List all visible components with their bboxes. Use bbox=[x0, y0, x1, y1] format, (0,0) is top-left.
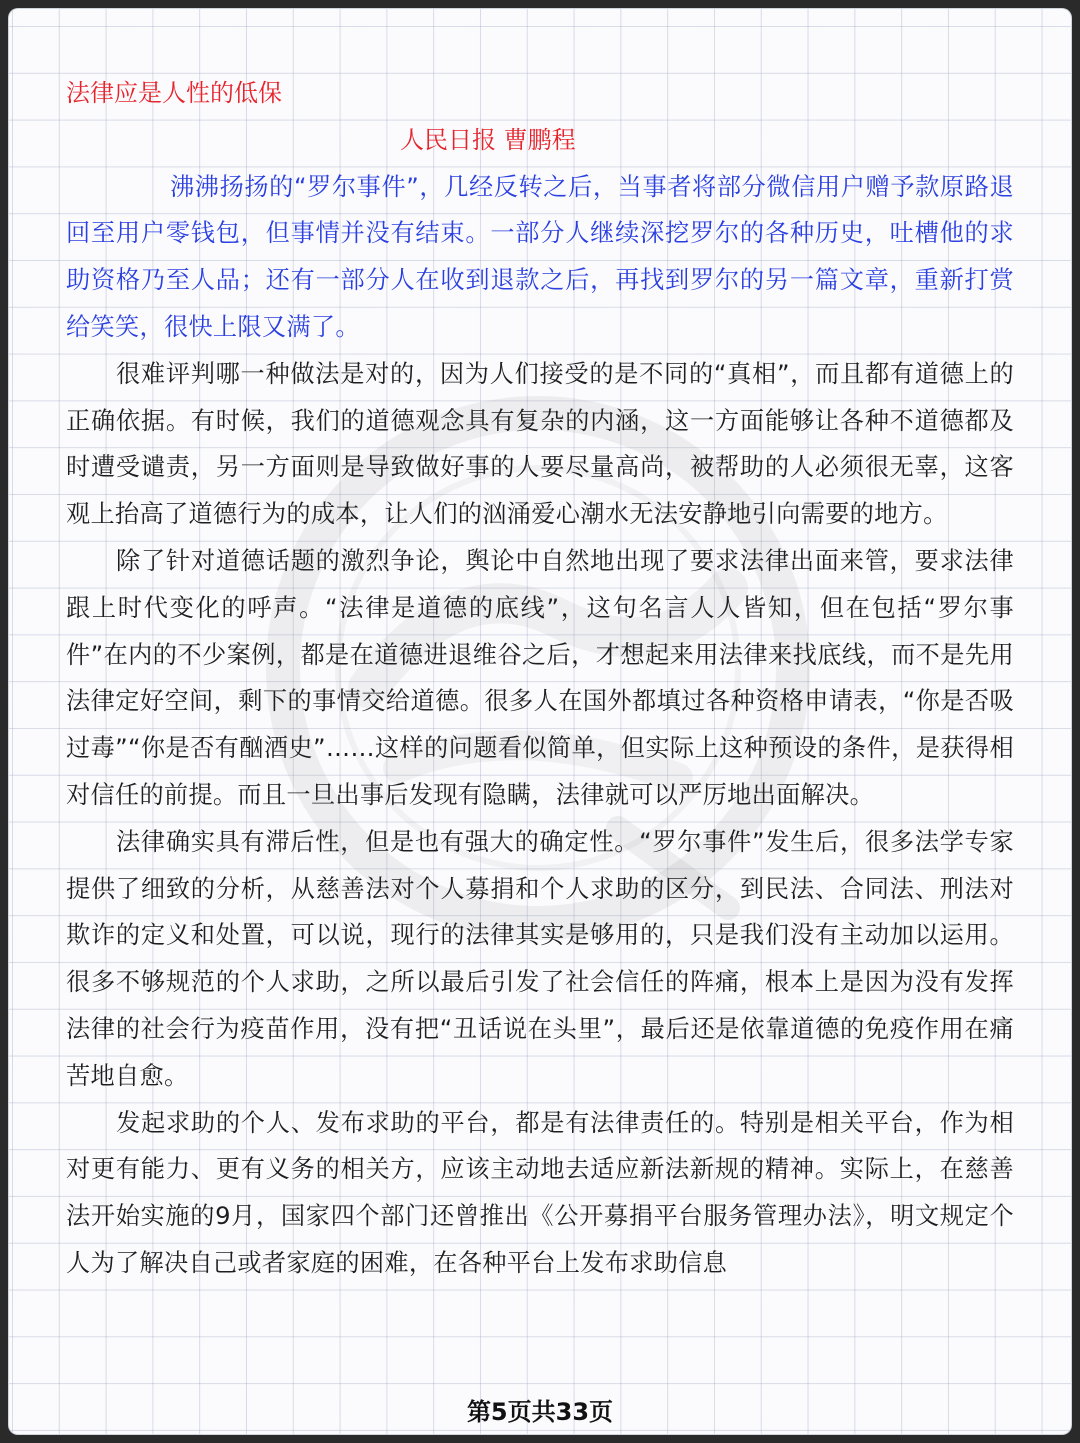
paragraph-lead: 沸沸扬扬的“罗尔事件”，几经反转之后，当事者将部分微信用户赠予款原路退回至用户零钱包，但事情并没有结束。一部分人继续深挖罗尔的各种历史，吐槽他的求助资格乃至人品；还有一部分人在收到退款之后，再找到罗尔的另一篇文章，重新打赏给笑笑，很快上限又满了。 bbox=[66, 172, 1014, 341]
paragraph: 法律确实具有滞后性，但是也有强大的确定性。“罗尔事件”发生后，很多法学专家提供了细致的分析，从慈善法对个人募捐和个人求助的区分，到民法、合同法、刑法对欺诈的定义和处置，可以说，现行的法律其实是够用的，只是我们没有主动加以运用。很多不够规范的个人求助，之所以最后引发了社会信任的阵痛，根本上是因为没有发挥法律的社会行为疫苗作用，没有把“丑话说在头里”，最后还是依靠道德的免疫作用在痛苦地自愈。 bbox=[66, 827, 1014, 1090]
page-number: 第5页共33页 bbox=[466, 1398, 614, 1426]
paragraph: 发起求助的个人、发布求助的平台，都是有法律责任的。特别是相关平台，作为相对更有能力、更有义务的相关方，应该主动地去适应新法新规的精神。实际上，在慈善法开始实施的9月，国家四个部门还曾推出《公开募捐平台服务管理办法》，明文规定个人为了解决自己或者家庭的困难，在各种平台上发布求助信息 bbox=[66, 1108, 1014, 1277]
article-title: 法律应是人性的低保 bbox=[66, 79, 282, 107]
document-page bbox=[8, 8, 1072, 1435]
paragraph: 除了针对道德话题的激烈争论，舆论中自然地出现了要求法律出面来管，要求法律跟上时代变化的呼声。“法律是道德的底线”，这句名言人人皆知，但在包括“罗尔事件”在内的不少案例，都是在道德进退维谷之后，才想起来用法律来找底线，而不是先用法律定好空间，剩下的事情交给道德。很多人在国外都填过各种资格申请表，“你是否吸过毒”“你是否有酗酒史”……这样的问题看似简单，但实际上这种预设的条件，是获得相对信任的前提。而且一旦出事后发现有隐瞒，法律就可以严厉地出面解决。 bbox=[66, 546, 1014, 809]
article bbox=[66, 70, 1014, 1287]
article-byline: 人民日报 曹鹏程 bbox=[400, 125, 576, 154]
paragraph: 很难评判哪一种做法是对的，因为人们接受的是不同的“真相”，而且都有道德上的正确依据。有时候，我们的道德观念具有复杂的内涵，这一方面能够让各种不道德都及时遭受谴责，另一方面则是导致做好事的人要尽量高尚，被帮助的人必须很无辜，这客观上抬高了道德行为的成本，让人们的汹涌爱心潮水无法安静地引向需要的地方。 bbox=[66, 359, 1014, 529]
